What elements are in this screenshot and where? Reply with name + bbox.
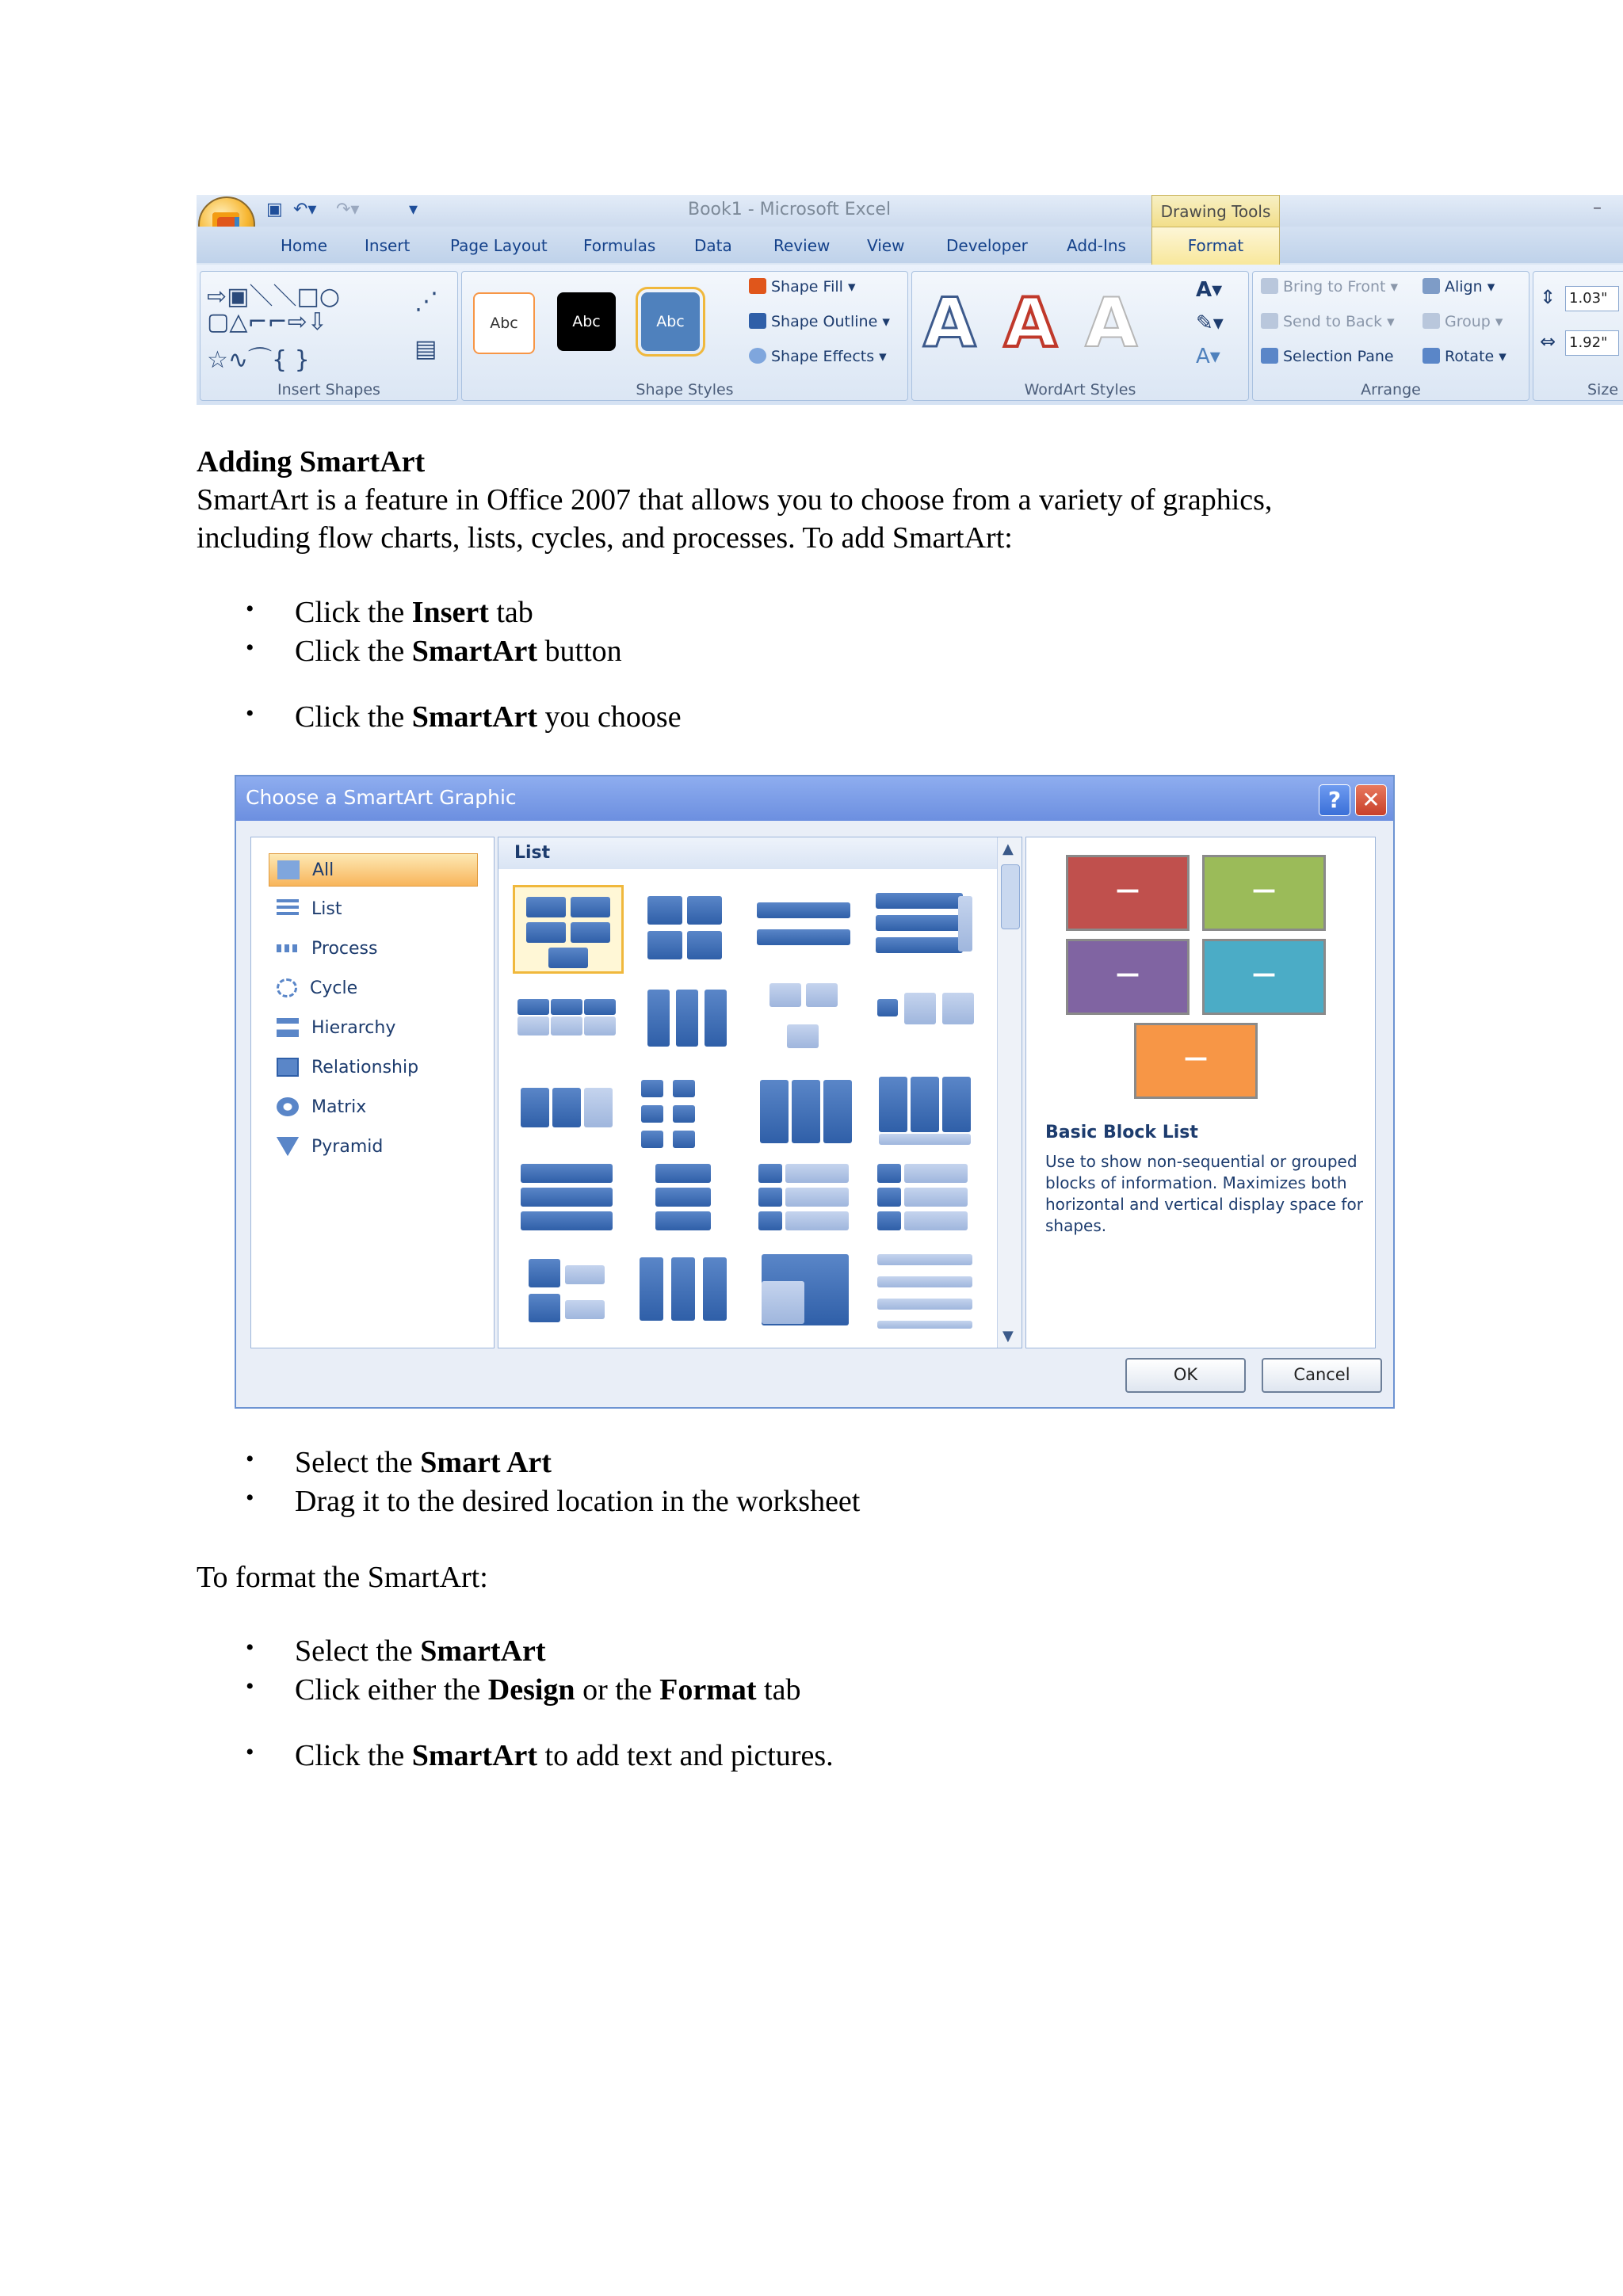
wordart-style-outline[interactable]: A <box>923 284 976 363</box>
layout-thumbnail-shape <box>655 1164 711 1183</box>
layout-thumbnail[interactable] <box>869 885 980 974</box>
category-hierarchy[interactable]: Hierarchy <box>269 1012 478 1045</box>
relationship-icon <box>277 1058 299 1077</box>
layout-thumbnail-shape <box>647 990 670 1047</box>
layout-thumbnail[interactable] <box>869 1156 980 1245</box>
gallery-header: List <box>498 837 998 869</box>
category-cycle[interactable]: Cycle <box>269 972 478 1005</box>
title-bar <box>197 195 1623 227</box>
shape-height-input[interactable]: 1.03" <box>1565 286 1619 311</box>
step-click-smartart-button: Click the SmartArt button <box>295 635 622 668</box>
layout-thumbnail-shape <box>640 1257 663 1321</box>
layout-thumbnail-shape <box>904 1164 968 1183</box>
layout-thumbnail-shape <box>904 1188 968 1207</box>
shape-style-swatch[interactable]: Abc <box>473 292 535 354</box>
shape-width-input[interactable]: 1.92" <box>1565 330 1619 356</box>
window-title: Book1 - Microsoft Excel <box>688 200 892 219</box>
layout-thumbnail-shape <box>641 1131 663 1148</box>
layout-thumbnail-shape <box>877 1211 901 1230</box>
scroll-down-icon[interactable]: ▼ <box>1002 1328 1014 1344</box>
layout-thumbnail-shape <box>584 999 616 1015</box>
shape-outline-icon <box>749 313 766 329</box>
layout-thumbnail-shape <box>565 1265 605 1284</box>
layout-thumbnail-shape <box>687 896 722 925</box>
layout-thumbnail-shape <box>785 1211 849 1230</box>
bullet-icon: • <box>246 1739 254 1765</box>
layout-thumbnail-shape <box>787 1024 819 1048</box>
layout-thumbnail[interactable] <box>750 1246 861 1335</box>
layout-thumbnail-shape <box>655 1211 711 1230</box>
layout-thumbnail[interactable] <box>513 1156 624 1245</box>
layout-thumbnail-shape <box>942 1077 971 1132</box>
minimize-icon[interactable]: – <box>1593 198 1602 218</box>
step-select-smartart: Select the SmartArt <box>295 1634 546 1668</box>
layout-thumbnail-shape <box>641 1080 663 1097</box>
preview-pane <box>1025 837 1376 1348</box>
shape-effects-icon <box>749 348 766 364</box>
layout-thumbnail-shape <box>552 1088 581 1127</box>
edit-shape-icon[interactable]: ⋰ <box>414 288 438 315</box>
preview-title: Basic Block List <box>1045 1123 1198 1142</box>
layout-thumbnail-shape <box>571 922 610 943</box>
tab-add-ins[interactable]: Add-Ins <box>1067 236 1126 255</box>
contextual-tab-group: Drawing Tools <box>1151 195 1280 230</box>
group-size <box>1533 271 1623 401</box>
undo-icon[interactable]: ↶▾ <box>293 200 317 219</box>
layout-thumbnail-shape <box>942 993 974 1024</box>
tab-page-layout[interactable]: Page Layout <box>450 236 548 255</box>
align-button[interactable]: Align ▾ <box>1423 278 1495 296</box>
group-label: Size <box>1587 381 1619 399</box>
layout-thumbnail[interactable] <box>632 1066 743 1154</box>
step-click-insert-tab: Click the Insert tab <box>295 596 533 629</box>
text-box-icon[interactable]: ▤ <box>414 335 437 363</box>
bullet-icon: • <box>246 700 254 727</box>
layout-thumbnail-shape <box>529 1294 560 1322</box>
save-icon[interactable]: ▣ <box>266 200 283 219</box>
gallery-scrollbar[interactable] <box>997 837 1022 1348</box>
layout-thumbnail-shape <box>877 1299 972 1310</box>
layout-thumbnail-shape <box>647 931 682 959</box>
step-select-smart-art: Select the Smart Art <box>295 1446 552 1479</box>
layout-thumbnail-shape <box>785 1188 849 1207</box>
format-intro: To format the SmartArt: <box>197 1561 488 1594</box>
layout-thumbnail-shape <box>676 990 698 1047</box>
layout-thumbnail-shape <box>584 1088 613 1127</box>
group-wordart-styles <box>911 271 1249 401</box>
step-drag-to-location: Drag it to the desired location in the worksheet <box>295 1485 861 1518</box>
layout-thumbnail-shape <box>671 1257 695 1321</box>
shape-style-swatch[interactable]: Abc <box>557 292 616 351</box>
layout-thumbnail[interactable] <box>632 1246 743 1335</box>
layout-thumbnail-shape <box>879 1077 907 1132</box>
step-click-design-or-format: Click either the Design or the Format tab <box>295 1673 801 1707</box>
layout-thumbnail-shape <box>877 1164 901 1183</box>
layout-thumbnail-shape <box>565 1300 605 1319</box>
category-list[interactable]: List <box>269 893 478 926</box>
tab-formulas[interactable]: Formulas <box>583 236 656 255</box>
selection-pane-button[interactable]: Selection Pane <box>1261 348 1394 365</box>
layout-thumbnail-shape <box>758 1211 782 1230</box>
layout-thumbnail[interactable] <box>869 1066 980 1154</box>
choose-smartart-dialog <box>235 775 1395 1409</box>
layout-thumbnail-shape <box>517 999 549 1015</box>
preview-description: Use to show non-sequential or grouped blocks of information. Maximizes both horizontal and vertical display space for shapes. <box>1045 1152 1363 1235</box>
layout-thumbnail-shape <box>673 1080 695 1097</box>
group-label: WordArt Styles <box>1024 381 1136 399</box>
layout-thumbnail[interactable] <box>750 975 861 1064</box>
group-button[interactable]: Group ▾ <box>1423 313 1503 330</box>
bullet-icon: • <box>246 1673 254 1699</box>
group-insert-shapes <box>200 271 458 401</box>
layout-thumbnail[interactable] <box>869 1246 980 1335</box>
layout-thumbnail[interactable] <box>632 975 743 1064</box>
layout-thumbnail-shape <box>548 948 588 968</box>
bring-to-front-icon <box>1261 278 1278 294</box>
preview-block: — <box>1134 1023 1258 1099</box>
layout-thumbnail-shape <box>785 1164 849 1183</box>
category-matrix[interactable]: Matrix <box>269 1091 478 1124</box>
dialog-title-bar <box>236 776 1393 821</box>
selection-pane-icon <box>1261 348 1278 364</box>
layout-thumbnail-shape <box>757 929 850 945</box>
layout-thumbnail-shape <box>911 1077 939 1132</box>
shape-effects-button[interactable]: Shape Effects ▾ <box>749 348 887 365</box>
group-label: Insert Shapes <box>277 381 380 399</box>
layout-thumbnail-shape <box>571 897 610 917</box>
send-to-back-icon <box>1261 313 1278 329</box>
layout-thumbnail[interactable] <box>513 975 624 1064</box>
preview-block: — <box>1202 939 1326 1015</box>
tab-insert[interactable]: Insert <box>365 236 411 255</box>
bullet-icon: • <box>246 1485 254 1511</box>
layout-thumbnail[interactable] <box>750 1066 861 1154</box>
tab-format[interactable]: Format <box>1151 227 1280 265</box>
shape-width-icon: ⇔ <box>1540 330 1556 353</box>
layout-thumbnail-shape <box>673 1131 695 1148</box>
layout-thumbnail-shape <box>879 1134 971 1145</box>
layout-thumbnail-shape <box>551 999 582 1015</box>
layout-thumbnail-shape <box>687 931 722 959</box>
layout-thumbnail-shape <box>877 999 898 1016</box>
layout-thumbnail-shape <box>904 1211 968 1230</box>
layout-thumbnail-shape <box>876 893 963 909</box>
bullet-icon: • <box>246 596 254 622</box>
customize-qat-icon[interactable]: ▾ <box>409 200 418 219</box>
layout-thumbnail-shape <box>792 1080 820 1143</box>
category-list <box>250 837 495 1348</box>
layout-thumbnail-shape <box>641 1105 663 1123</box>
layout-thumbnail-shape <box>823 1080 852 1143</box>
layout-thumbnail-shape <box>655 1188 711 1207</box>
preview-block: — <box>1066 855 1190 931</box>
layout-thumbnail-shape <box>769 983 801 1007</box>
layout-thumbnail[interactable] <box>869 975 980 1064</box>
layout-thumbnail[interactable] <box>632 885 743 974</box>
step-click-smartart-choice: Click the SmartArt you choose <box>295 700 682 734</box>
wordart-style-red[interactable]: A <box>1004 284 1057 363</box>
layout-thumbnail-shape <box>526 897 566 917</box>
layout-thumbnail-shape <box>758 1164 782 1183</box>
matrix-icon <box>277 1097 299 1116</box>
ribbon-body <box>197 265 1623 405</box>
list-icon <box>277 899 299 918</box>
shape-style-swatch[interactable]: Abc <box>641 292 700 351</box>
layout-thumbnail-shape <box>551 1016 582 1035</box>
layout-thumbnail-shape <box>703 1257 727 1321</box>
tab-data[interactable]: Data <box>694 236 732 255</box>
preview-block: — <box>1202 855 1326 931</box>
tab-review[interactable]: Review <box>773 236 831 255</box>
category-pyramid[interactable]: Pyramid <box>269 1131 478 1164</box>
layout-thumbnail-shape <box>877 1321 972 1329</box>
excel-ribbon-screenshot <box>197 195 1623 405</box>
scroll-thumb[interactable] <box>1001 864 1020 929</box>
group-label: Shape Styles <box>636 381 734 399</box>
layout-thumbnail[interactable] <box>513 885 624 974</box>
layout-thumbnail-shape <box>584 1016 616 1035</box>
group-label: Arrange <box>1361 381 1421 399</box>
align-icon <box>1423 278 1440 294</box>
wordart-style-light[interactable]: A <box>1085 284 1138 363</box>
close-button[interactable]: ✕ <box>1355 784 1387 816</box>
layout-thumbnail-shape <box>521 1088 549 1127</box>
preview-block: — <box>1066 939 1190 1015</box>
rotate-icon <box>1423 348 1440 364</box>
layout-thumbnail-shape <box>517 1016 549 1035</box>
shape-fill-button[interactable]: Shape Fill ▾ <box>749 278 856 296</box>
step-click-smartart-add-text: Click the SmartArt to add text and pictures. <box>295 1739 834 1772</box>
pyramid-icon <box>277 1137 299 1156</box>
layout-gallery <box>498 837 1022 1348</box>
bullet-icon: • <box>246 1634 254 1661</box>
layout-thumbnail-shape <box>521 1164 613 1183</box>
cancel-button[interactable]: Cancel <box>1262 1358 1382 1393</box>
tab-home[interactable]: Home <box>281 236 328 255</box>
help-button[interactable]: ? <box>1319 784 1350 816</box>
layout-thumbnail-shape <box>647 896 682 925</box>
all-icon <box>277 860 300 879</box>
cycle-icon <box>277 978 297 997</box>
layout-thumbnail-shape <box>876 937 963 953</box>
layout-thumbnail-shape <box>760 1080 789 1143</box>
layout-thumbnail-shape <box>806 983 838 1007</box>
layout-thumbnail-shape <box>526 922 566 943</box>
shape-height-icon: ⇕ <box>1540 286 1556 308</box>
layout-thumbnail-shape <box>904 993 936 1024</box>
layout-thumbnail-shape <box>876 915 963 931</box>
intro-paragraph-line-2: including flow charts, lists, cycles, and processes. To add SmartArt: <box>197 521 1013 555</box>
group-arrange <box>1252 271 1529 401</box>
layout-thumbnail-shape <box>757 902 850 918</box>
layout-thumbnail-shape <box>877 1254 972 1265</box>
group-shape-styles <box>461 271 908 401</box>
tab-developer[interactable]: Developer <box>946 236 1028 255</box>
layout-thumbnail-shape <box>762 1281 804 1324</box>
layout-thumbnail-shape <box>877 1188 901 1207</box>
scroll-up-icon[interactable]: ▲ <box>1002 841 1014 857</box>
send-to-back-button[interactable]: Send to Back ▾ <box>1261 313 1395 330</box>
layout-thumbnail-shape <box>521 1211 613 1230</box>
category-process[interactable]: Process <box>269 933 478 966</box>
layout-thumbnail-shape <box>705 990 727 1047</box>
bring-to-front-button[interactable]: Bring to Front ▾ <box>1261 278 1398 296</box>
rotate-button[interactable]: Rotate ▾ <box>1423 348 1507 365</box>
group-icon <box>1423 313 1440 329</box>
layout-thumbnail[interactable] <box>513 1066 624 1154</box>
bullet-icon: • <box>246 1446 254 1472</box>
layout-thumbnail-shape <box>521 1188 613 1207</box>
process-icon <box>277 944 299 952</box>
tab-view[interactable]: View <box>867 236 905 255</box>
ribbon-tabs <box>197 227 1623 263</box>
bullet-icon: • <box>246 635 254 661</box>
shapes-gallery-icon[interactable]: ⇨▣＼＼□○ <box>207 283 341 311</box>
layout-thumbnail[interactable] <box>750 1156 861 1245</box>
text-outline-icon[interactable]: ✎▾ <box>1196 311 1224 335</box>
shapes-gallery-row2-icon[interactable]: ▢△⌐⌐⇨⇩ <box>207 308 327 336</box>
layout-thumbnail[interactable] <box>513 1246 624 1335</box>
hierarchy-icon <box>277 1018 299 1037</box>
redo-icon[interactable]: ↷▾ <box>336 200 360 219</box>
ok-button[interactable]: OK <box>1125 1358 1246 1393</box>
dialog-title: Choose a SmartArt Graphic <box>246 786 517 809</box>
layout-thumbnail-shape <box>877 1276 972 1287</box>
section-heading: Adding SmartArt <box>197 445 426 479</box>
layout-thumbnail-shape <box>673 1105 695 1123</box>
layout-thumbnail[interactable] <box>750 885 861 974</box>
category-relationship[interactable]: Relationship <box>269 1051 478 1085</box>
layout-thumbnail[interactable] <box>632 1156 743 1245</box>
shape-outline-button[interactable]: Shape Outline ▾ <box>749 313 890 330</box>
category-all[interactable]: All <box>269 853 478 887</box>
shapes-gallery-row3-icon[interactable]: ☆∿⌒{ } <box>207 346 310 374</box>
text-effects-icon[interactable]: A▾ <box>1196 345 1220 368</box>
layout-thumbnail-shape <box>958 896 972 952</box>
text-fill-icon[interactable]: A▾ <box>1196 278 1223 302</box>
layout-thumbnail-shape <box>529 1259 560 1287</box>
shape-fill-icon <box>749 278 766 294</box>
layout-thumbnail-shape <box>758 1188 782 1207</box>
intro-paragraph-line-1: SmartArt is a feature in Office 2007 that allows you to choose from a variety of graphics, <box>197 483 1273 517</box>
